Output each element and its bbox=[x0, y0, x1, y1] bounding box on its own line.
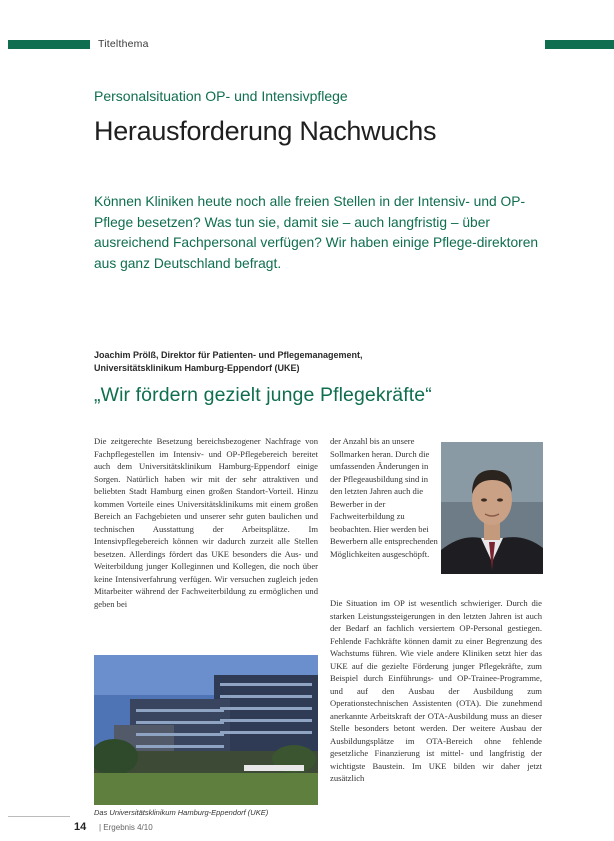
author-block bbox=[94, 349, 454, 374]
author-affiliation-line: Universitätsklinikum Hamburg-Eppendorf (UKE) bbox=[94, 362, 300, 373]
portrait-photo bbox=[441, 442, 543, 574]
body-paragraph: Die zeitgerechte Besetzung bereichsbezogener Nachfrage von Fachpflegestellen im Intensiv- und OP-Pflegebereich bereitet auch dem Universitätsklinikum Hamburg-Eppendorf einige Sorgen. Natürlich haben wir mit der sehr attraktiven und beliebten Stadt Hamburg einen großen Standort-Vorteil. Hinzu kommen Vorteile eines Universitätsklinikums mit einem großen Bereich an Fachgebieten und unserer sehr guten baulichen und technischen Ausstattung der Arbeitsplätze. Im Intensivpflegebereich können wir dadurch zurzeit alle Stellen besetzen. Allerdings fördert das UKE besonders die Aus- und Weiterbildung junger Kolleginnen und Kollegen, die noch über keine Intensiverfahrung verfügen. Wir versuchen zugleich jeden Mitarbeiter während der Fachweiterbildung zu ermöglichen und geben bei bbox=[94, 436, 318, 609]
header-accent-bar-right bbox=[545, 40, 614, 49]
footer-rule bbox=[8, 816, 70, 817]
body-column-left bbox=[94, 435, 318, 610]
body-column-right-bottom bbox=[330, 597, 542, 785]
magazine-issue: | Ergebnis 4/10 bbox=[99, 823, 153, 832]
body-column-right-top bbox=[330, 435, 440, 560]
body-paragraph: Die Situation im OP ist wesentlich schwieriger. Durch die starken Leistungssteigerungen in den letzten Jahren ist auch der Bedarf an fachlich versiertem OP-Personal gestiegen. Fehlende Fachkräfte können damit zu einer Begrenzung des Wachstums führen. Wie viele andere Kliniken setzt hier das UKE auf die gezielte Förderung junger Pflegekräfte, zum Beispiel durch Einführungs- und OP-Trainee-Programme, und auf den Ausbau der Ausbildung zum Operationstechnischen Assistenten (OTA). Die zunehmend anerkannte Arbeitskraft der OTA-Ausbildung muss an dieser Stelle besonders betont werden. Der weitere Ausbau der Ausbildungsplätze im OTA-Bereich ohne fehlende gesetzliche Finanzierung ist mittel- und langfristig der wichtigste Baustein. Im UKE bilden wir daher jetzt zusätzlich bbox=[330, 598, 542, 783]
hospital-building-image bbox=[94, 655, 318, 805]
page-number: 14 bbox=[74, 821, 87, 833]
photo-caption: Das Universitätsklinikum Hamburg-Eppendorf (UKE) bbox=[94, 808, 269, 817]
article-lead: Können Kliniken heute noch alle freien Stellen in der Intensiv- und OP-Pflege besetzen? Was tun sie, damit sie – auch langfristig – über ausreichend Fachpersonal verfügen? Wir haben einige Pflege-direktoren aus ganz Deutschland befragt. bbox=[94, 194, 539, 271]
section-rubric: Titelthema bbox=[98, 38, 149, 50]
building-photo bbox=[94, 655, 318, 805]
header-accent-bar-left bbox=[8, 40, 90, 49]
pull-quote-heading: „Wir fördern gezielt junge Pflegekräfte“ bbox=[94, 384, 432, 406]
body-paragraph: der Anzahl bis an unsere Sollmarken heran. Durch die umfassenden Änderungen in der Pflegeausbildung sind in den letzten Jahren auch die Bewerber in der Fachweiterbildung zu beobachten. Hier werden bei Bewerbern alle entsprechenden Möglichkeiten ausgeschöpft. bbox=[330, 436, 438, 559]
portrait-image bbox=[441, 442, 543, 574]
article-title: Herausforderung Nachwuchs bbox=[94, 116, 437, 146]
article-kicker: Personalsituation OP- und Intensivpflege bbox=[94, 88, 348, 104]
author-name-line: Joachim Prölß, Direktor für Patienten- und Pflegemanagement, bbox=[94, 350, 363, 360]
